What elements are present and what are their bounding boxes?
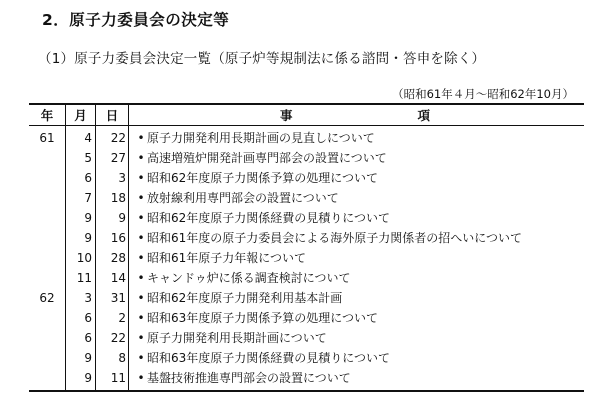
row-day: 28 (110, 251, 126, 265)
row-item-text: 昭和63年度原子力関係予算の処理について (147, 311, 379, 325)
row-day: 2 (118, 311, 126, 325)
row-item (135, 368, 351, 388)
row-month: 4 (84, 131, 92, 145)
row-item (135, 168, 378, 188)
bullet-icon: • (137, 171, 145, 185)
row-item (135, 348, 390, 368)
row-year: 62 (39, 291, 55, 305)
row-item (135, 128, 375, 148)
row-day: 18 (110, 191, 126, 205)
row-item-text: 昭和62年度原子力開発利用基本計画 (147, 291, 343, 305)
date-range: （昭和61年４月～昭和62年10月） (392, 87, 574, 101)
row-year: 61 (39, 131, 55, 145)
row-item (135, 308, 378, 328)
row-day: 22 (110, 331, 126, 345)
row-month: 7 (84, 191, 92, 205)
table-row (0, 128, 612, 148)
row-day: 27 (110, 151, 126, 165)
row-item (135, 328, 327, 348)
bullet-icon: • (137, 251, 145, 265)
header-item: 事 項 (279, 108, 430, 123)
table-bottom-rule (29, 390, 584, 392)
row-item (135, 288, 342, 308)
row-day: 11 (110, 371, 126, 385)
row-month: 6 (84, 331, 92, 345)
row-item (135, 268, 350, 288)
bullet-icon: • (137, 311, 145, 325)
table-top-rule (29, 103, 584, 105)
table-row (0, 288, 612, 308)
row-item (135, 188, 339, 208)
table-row (0, 368, 612, 388)
bullet-icon: • (137, 371, 145, 385)
row-day: 22 (110, 131, 126, 145)
row-month: 9 (84, 371, 92, 385)
bullet-icon: • (137, 191, 145, 205)
row-item-text: 昭和63年度原子力関係経費の見積りについて (147, 351, 391, 365)
bullet-icon: • (137, 231, 145, 245)
table-row (0, 308, 612, 328)
row-item-text: 原子力開発利用長期計画について (147, 331, 327, 345)
bullet-icon: • (137, 291, 145, 305)
row-day: 9 (118, 211, 126, 225)
bullet-icon: • (137, 351, 145, 365)
row-month: 3 (84, 291, 92, 305)
row-day: 14 (110, 271, 126, 285)
table-row (0, 268, 612, 288)
table-row (0, 228, 612, 248)
table-header-rule (29, 125, 584, 126)
row-item-text: 昭和62年度原子力関係予算の処理について (147, 171, 379, 185)
header-month: 月 (74, 108, 87, 123)
header-year: 年 (40, 108, 54, 123)
row-day: 8 (118, 351, 126, 365)
bullet-icon: • (137, 151, 145, 165)
row-item-text: 基盤技術推進専門部会の設置について (147, 371, 351, 385)
row-month: 6 (84, 171, 92, 185)
table-row (0, 188, 612, 208)
row-item (135, 228, 522, 248)
row-item-text: キャンドゥ炉に係る調査検討について (147, 271, 351, 285)
row-day: 31 (110, 291, 126, 305)
table-row (0, 208, 612, 228)
row-item (135, 208, 390, 228)
row-month: 11 (76, 271, 92, 285)
bullet-icon: • (137, 331, 145, 345)
table-row (0, 248, 612, 268)
row-month: 5 (84, 151, 92, 165)
row-day: 3 (118, 171, 126, 185)
row-item (135, 148, 387, 168)
table-row (0, 328, 612, 348)
header-day: 日 (105, 108, 119, 123)
row-item-text: 昭和61年原子力年報について (147, 251, 307, 265)
row-month: 9 (84, 351, 92, 365)
bullet-icon: • (137, 131, 145, 145)
row-day: 16 (110, 231, 126, 245)
row-item-text: 昭和61年度の原子力委員会による海外原子力関係者の招へいについて (147, 231, 523, 245)
row-item-text: 昭和62年度原子力関係経費の見積りについて (147, 211, 391, 225)
row-month: 10 (76, 251, 92, 265)
bullet-icon: • (137, 271, 145, 285)
subsection-title: （1）原子力委員会決定一覧（原子炉等規制法に係る諮問・答申を除く） (38, 51, 486, 67)
table-row (0, 168, 612, 188)
section-title: 2．原子力委員会の決定等 (42, 11, 230, 29)
row-item (135, 248, 306, 268)
row-item-text: 高速増殖炉開発計画専門部会の設置について (147, 151, 387, 165)
table-row (0, 148, 612, 168)
row-item-text: 原子力開発利用長期計画の見直しについて (147, 131, 375, 145)
row-month: 9 (84, 231, 92, 245)
row-month: 6 (84, 311, 92, 325)
bullet-icon: • (137, 211, 145, 225)
table-row (0, 348, 612, 368)
row-month: 9 (84, 211, 92, 225)
row-item-text: 放射線利用専門部会の設置について (147, 191, 339, 205)
